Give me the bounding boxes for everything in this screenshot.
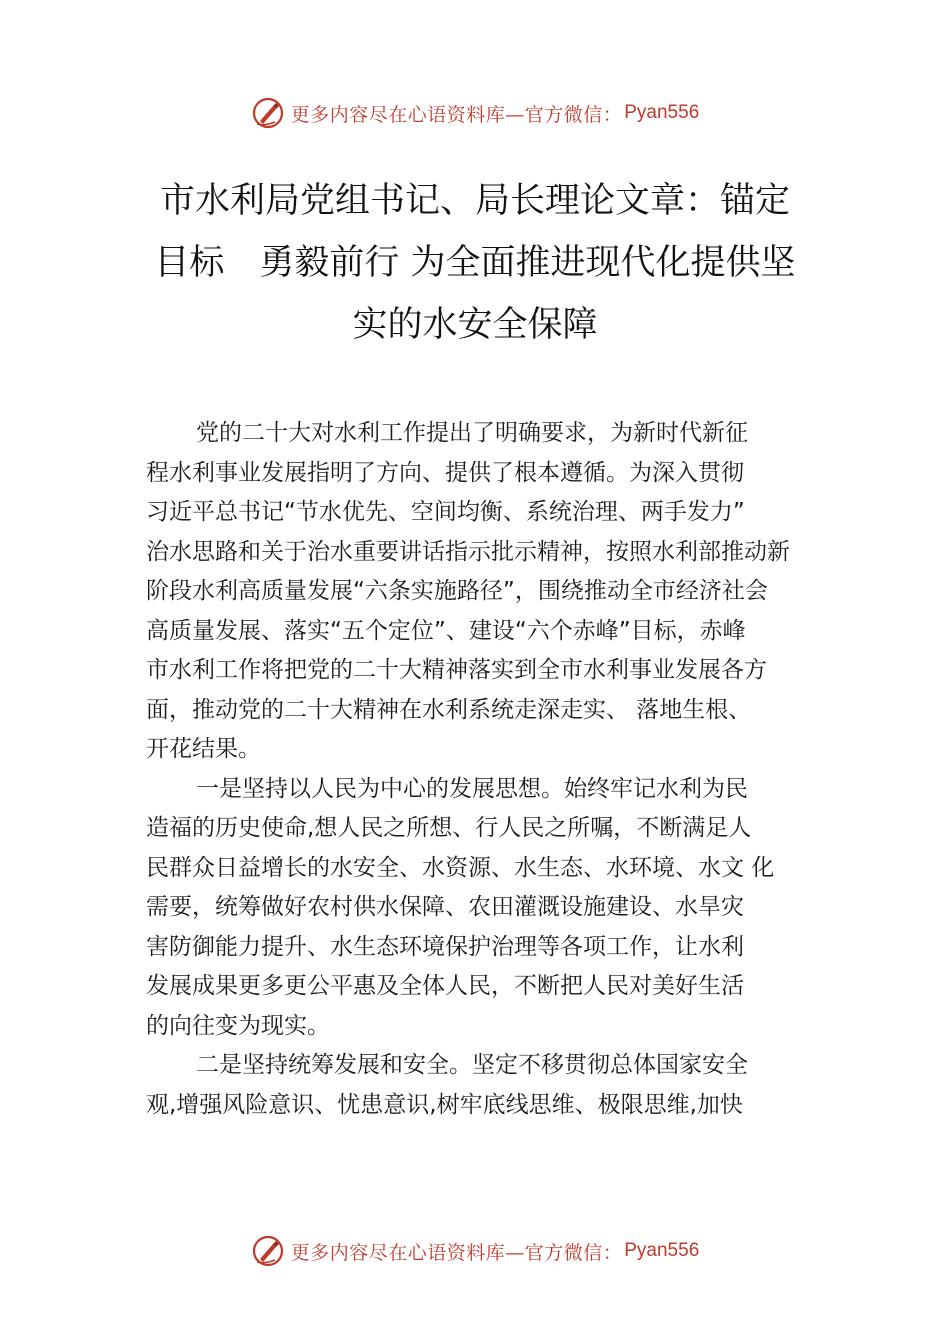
body-line: 习近平总书记“节水优先、空间均衡、系统治理、两手发力” <box>146 499 745 525</box>
body-line: 观,增强风险意识、忧患意识,树牢底线思维、极限思维,加快 <box>146 1091 743 1118</box>
body-line: 二是坚持统筹发展和安全。坚定不移贯彻总体国家安全 <box>196 1052 748 1078</box>
watermark-text: 更多内容尽在心语资料库—官方微信： <box>290 103 623 126</box>
body-line: 发展成果更多更公平惠及全体人民，不断把人民对美好生活 <box>146 973 744 999</box>
watermark-header <box>0 96 950 130</box>
body-line: 一是坚持以人民为中心的发展思想。始终牢记水利为民 <box>196 775 748 802</box>
pen-logo-icon <box>251 96 285 130</box>
body-line: 高质量发展、落实“五个定位”、建设“六个赤峰”目标，赤峰 <box>146 617 746 644</box>
body-line: 民群众日益增长的水安全、水资源、水生态、水环境、水文 化 <box>146 854 775 881</box>
title-line: 市水利局党组书记、局长理论文章：锚定 <box>159 181 790 221</box>
body-line: 开花结果。 <box>146 736 261 762</box>
watermark-text: 更多内容尽在心语资料库—官方微信： <box>290 1241 623 1264</box>
body-line: 需要，统筹做好农村供水保障、农田灌溉设施建设、水旱灾 <box>146 894 744 920</box>
body-line: 的向往变为现实。 <box>146 1012 330 1039</box>
body-line: 造福的历史使命,想人民之所想、行人民之所嘱，不断满足人 <box>146 815 752 841</box>
watermark-wechat-id: Pyan556 <box>624 1240 700 1261</box>
watermark-wechat-id: Pyan556 <box>624 102 700 123</box>
body-line: 党的二十大对水利工作提出了明确要求，为新时代新征 <box>196 420 748 446</box>
watermark-footer <box>0 1234 950 1268</box>
article-title <box>110 170 840 356</box>
article-body <box>146 414 818 1125</box>
body-line: 程水利事业发展指明了方向、提供了根本遵循。为深入贯彻 <box>146 459 744 486</box>
body-line: 市水利工作将把党的二十大精神落实到全市水利事业发展各方 <box>146 657 767 683</box>
body-line: 面，推动党的二十大精神在水利系统走深走实、 落地生根、 <box>146 696 752 723</box>
pen-logo-icon <box>251 1234 285 1268</box>
body-line: 害防御能力提升、水生态环境保护治理等各项工作，让水利 <box>146 933 744 960</box>
title-line: 实的水安全保障 <box>352 305 598 345</box>
title-line: 目标 勇毅前行 为全面推进现代化提供坚 <box>154 243 796 283</box>
body-line: 治水思路和关于治水重要讲话指示批示精神，按照水利部推动新 <box>146 538 790 565</box>
body-line: 阶段水利高质量发展“六条实施路径”，围绕推动全市经济社会 <box>146 578 768 604</box>
